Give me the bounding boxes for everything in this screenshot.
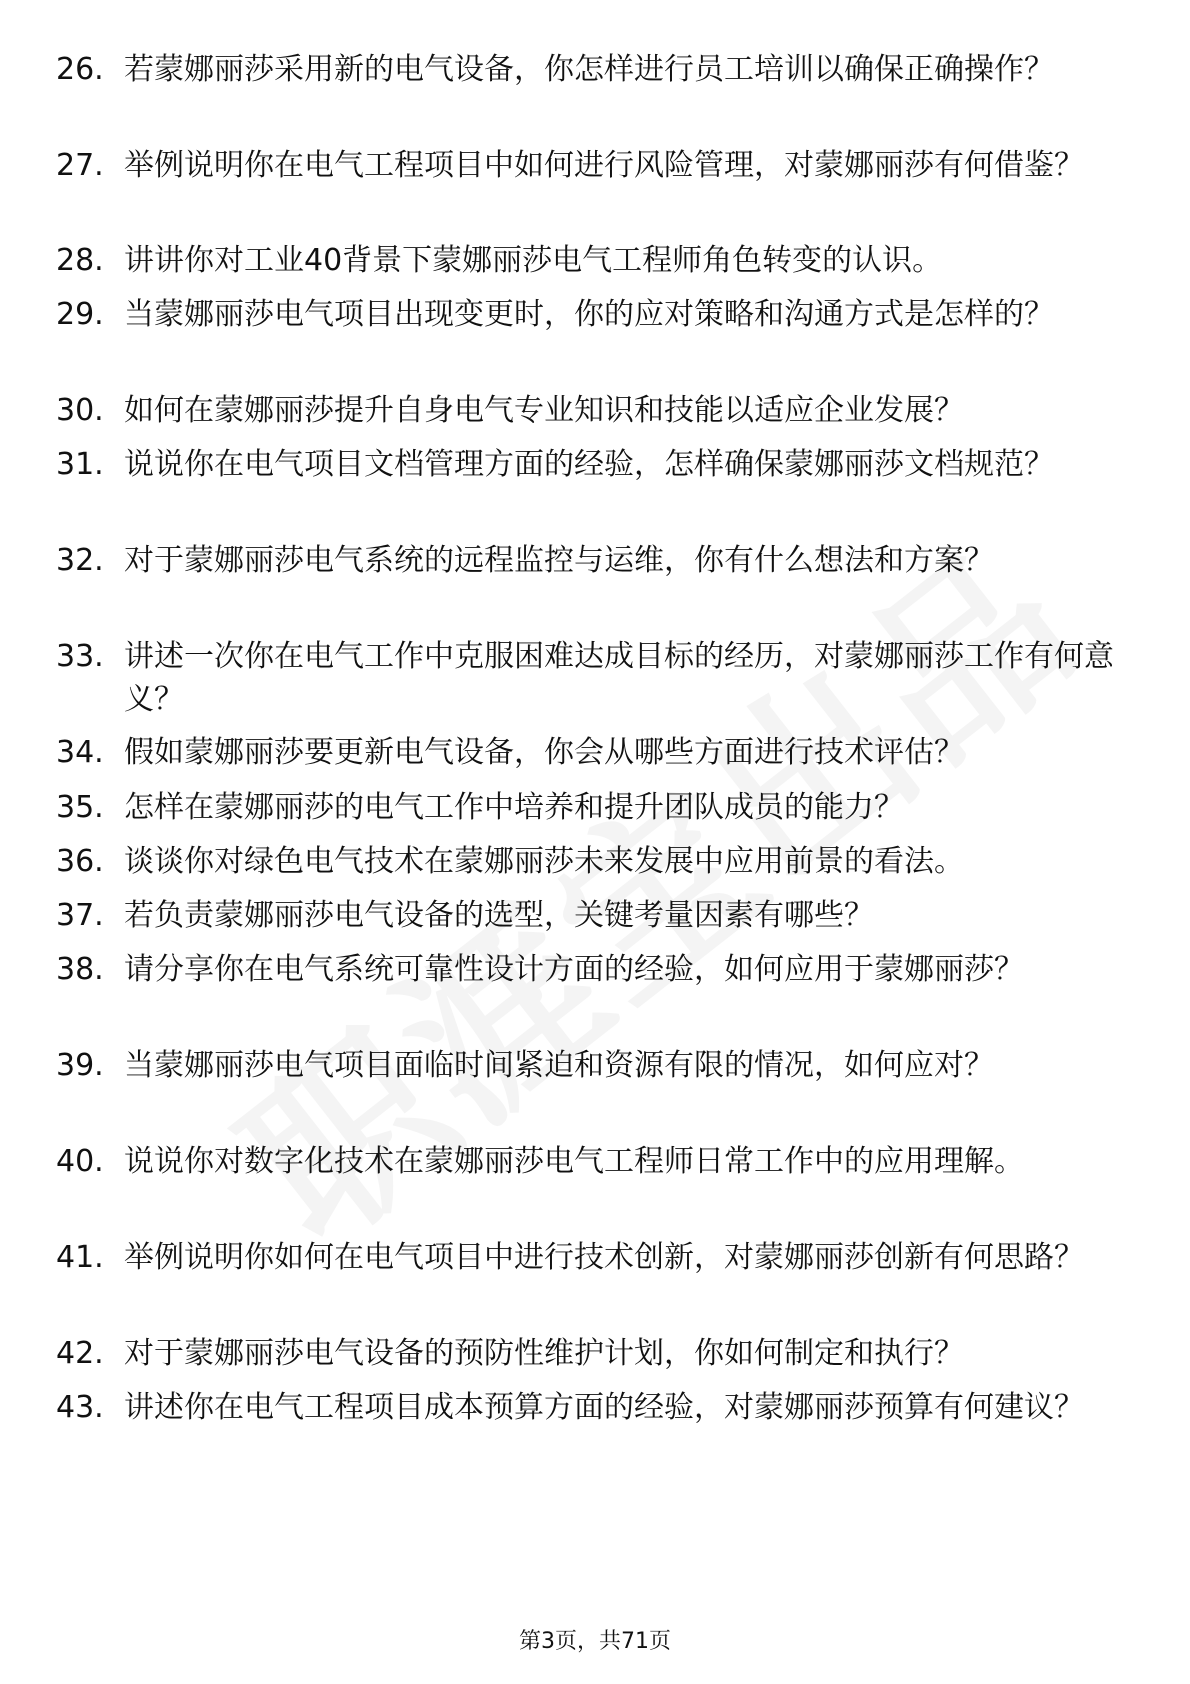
question-number: 40. xyxy=(56,1144,104,1179)
question-number: 27. xyxy=(56,148,104,183)
question-text: 若蒙娜丽莎采用新的电气设备，你怎样进行员工培训以确保正确操作？ xyxy=(124,52,1054,87)
question-item xyxy=(56,1332,1120,1375)
question-number: 36. xyxy=(56,844,104,879)
question-item xyxy=(56,731,1120,774)
question-text: 当蒙娜丽莎电气项目出现变更时，你的应对策略和沟通方式是怎样的？ xyxy=(124,297,1054,332)
question-number: 39. xyxy=(56,1048,104,1083)
question-text: 若负责蒙娜丽莎电气设备的选型，关键考量因素有哪些？ xyxy=(124,898,874,933)
question-text: 谈谈你对绿色电气技术在蒙娜丽莎未来发展中应用前景的看法。 xyxy=(124,844,964,879)
question-item xyxy=(56,443,1120,486)
question-number: 29. xyxy=(56,297,104,332)
question-item xyxy=(56,1044,1120,1087)
question-item xyxy=(56,239,1120,282)
question-text: 讲讲你对工业40背景下蒙娜丽莎电气工程师角色转变的认识。 xyxy=(124,243,943,278)
question-number: 41. xyxy=(56,1240,104,1275)
question-text: 对于蒙娜丽莎电气系统的远程监控与运维，你有什么想法和方案？ xyxy=(124,543,994,578)
question-item xyxy=(56,144,1120,187)
question-text: 对于蒙娜丽莎电气设备的预防性维护计划，你如何制定和执行？ xyxy=(124,1336,964,1371)
question-item xyxy=(56,894,1120,937)
question-item xyxy=(56,948,1120,991)
question-number: 30. xyxy=(56,393,104,428)
question-number: 35. xyxy=(56,790,104,825)
question-number: 43. xyxy=(56,1390,104,1425)
question-number: 42. xyxy=(56,1336,104,1371)
question-item xyxy=(56,48,1120,91)
question-number: 33. xyxy=(56,639,104,674)
question-item xyxy=(56,635,1120,721)
question-item xyxy=(56,539,1120,582)
question-item xyxy=(56,389,1120,432)
question-text: 说说你对数字化技术在蒙娜丽莎电气工程师日常工作中的应用理解。 xyxy=(124,1144,1024,1179)
question-text: 说说你在电气项目文档管理方面的经验，怎样确保蒙娜丽莎文档规范？ xyxy=(124,447,1054,482)
question-text: 当蒙娜丽莎电气项目面临时间紧迫和资源有限的情况，如何应对？ xyxy=(124,1048,994,1083)
page-footer xyxy=(0,1624,1190,1655)
question-text: 请分享你在电气系统可靠性设计方面的经验，如何应用于蒙娜丽莎？ xyxy=(124,952,1024,987)
question-number: 34. xyxy=(56,735,104,770)
question-item xyxy=(56,1140,1120,1183)
question-number: 37. xyxy=(56,898,104,933)
question-text: 假如蒙娜丽莎要更新电气设备，你会从哪些方面进行技术评估？ xyxy=(124,735,964,770)
question-item xyxy=(56,293,1120,336)
question-number: 38. xyxy=(56,952,104,987)
question-number: 32. xyxy=(56,543,104,578)
question-text: 举例说明你在电气工程项目中如何进行风险管理，对蒙娜丽莎有何借鉴？ xyxy=(124,148,1084,183)
question-text: 讲述一次你在电气工作中克服困难达成目标的经历，对蒙娜丽莎工作有何意义？ xyxy=(124,639,1114,717)
question-number: 28. xyxy=(56,243,104,278)
question-item xyxy=(56,1386,1120,1429)
page-number-label: 第3页，共71页 xyxy=(519,1629,671,1654)
question-text: 如何在蒙娜丽莎提升自身电气专业知识和技能以适应企业发展？ xyxy=(124,393,964,428)
question-text: 讲述你在电气工程项目成本预算方面的经验，对蒙娜丽莎预算有何建议？ xyxy=(124,1390,1084,1425)
question-item xyxy=(56,786,1120,829)
question-text: 怎样在蒙娜丽莎的电气工作中培养和提升团队成员的能力？ xyxy=(124,790,904,825)
question-item xyxy=(56,840,1120,883)
question-number: 26. xyxy=(56,52,104,87)
question-item xyxy=(56,1236,1120,1279)
question-number: 31. xyxy=(56,447,104,482)
question-text: 举例说明你如何在电气项目中进行技术创新，对蒙娜丽莎创新有何思路？ xyxy=(124,1240,1084,1275)
